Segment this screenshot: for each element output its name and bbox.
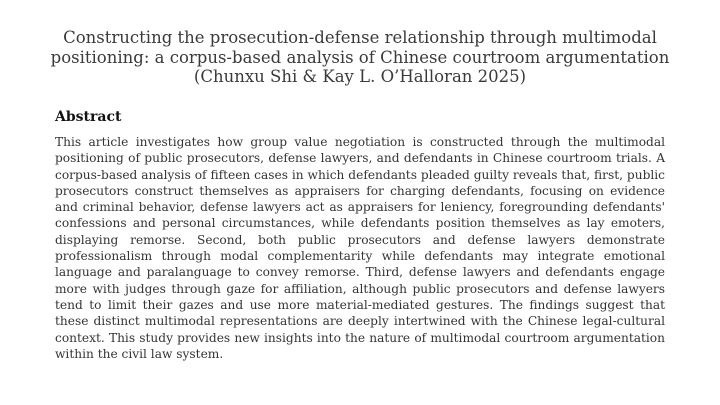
abstract-heading: Abstract bbox=[55, 109, 122, 125]
paper-title bbox=[40, 28, 680, 87]
abstract-text: This article investigates how group value negotiation is constructed through the multimodal positioning of public prosecutors, defense lawyers, and defendants in Chinese courtroom trials. A corpus-based analysis of fifteen cases in which defendants pleaded guilty reveals that, first, public prosecutors construct themselves as appraisers for charging defendants, focusing on evidence and criminal behavior, defense lawyers act as appraisers for leniency, foregrounding defendants' confessions and personal circumstances, while defendants position themselves as lay emoters, displaying remorse. Second, both public prosecutors and defense lawyers demonstrate professionalism through modal complementarity while defendants may integrate emotional language and paralanguage to convey remorse. Third, defense lawyers and defendants engage more with judges through gaze for affiliation, although public prosecutors and defense lawyers tend to limit their gazes and use more material-mediated gestures. The findings suggest that these distinct multimodal representations are deeply intertwined with the Chinese legal-cultural context. This study provides new insights into the nature of multimodal courtroom argumentation within the civil law system. bbox=[55, 135, 665, 361]
title-authors-year: (Chunxu Shi & Kay L. O’Halloran 2025) bbox=[193, 67, 527, 86]
title-line-1: Constructing the prosecution-defense relationship through multimodal bbox=[63, 28, 657, 47]
title-line-2: positioning: a corpus-based analysis of Chinese courtroom argumentation bbox=[50, 47, 670, 67]
